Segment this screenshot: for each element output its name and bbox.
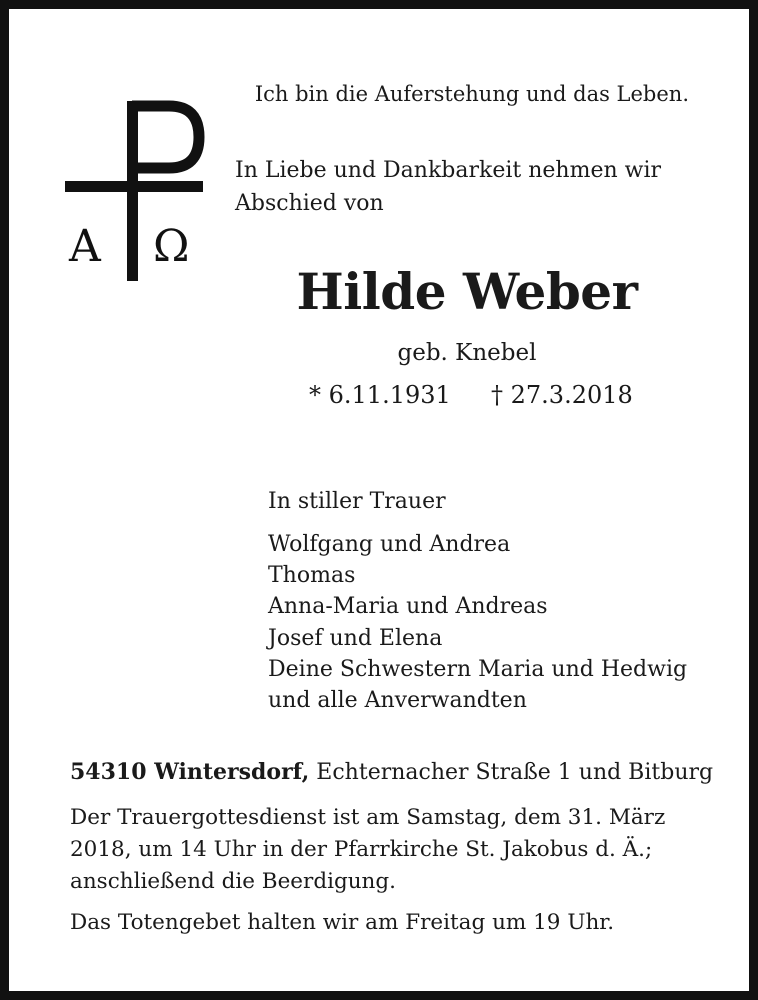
mourner-line: Thomas xyxy=(268,563,356,589)
mourner-list xyxy=(268,529,687,716)
death-date: † 27.3.2018 xyxy=(491,381,633,409)
address-place: 54310 Wintersdorf, xyxy=(70,759,310,785)
intro-text: In Liebe und Dankbarkeit nehmen wir Abschied von xyxy=(235,158,662,216)
mourner-line: Deine Schwestern Maria und Hedwig xyxy=(268,656,688,682)
deceased-name: Hilde Weber xyxy=(296,262,638,321)
address xyxy=(70,761,713,784)
mourner-line: Wolfgang und Andrea xyxy=(268,532,511,557)
birth-name: geb. Knebel xyxy=(397,340,537,366)
birth-date: * 6.11.1931 xyxy=(309,381,451,409)
alpha-letter: A xyxy=(69,221,101,272)
mourner-line: und alle Anverwandten xyxy=(268,688,527,714)
omega-letter: Ω xyxy=(153,221,190,272)
funeral-service-text: Der Trauergottesdienst ist am Samstag, dem 31. März 2018, um 14 Uhr in der Pfarrkirche St. Jakobus d. Ä.; anschließend die Beerdigung. xyxy=(70,805,666,894)
chi-rho-alpha-omega-icon xyxy=(61,97,211,287)
prayer-text: Das Totengebet halten wir am Freitag um 19 Uhr. xyxy=(70,910,615,935)
address-street: Echternacher Straße 1 und Bitburg xyxy=(316,760,714,785)
mourner-line: Anna-Maria und Andreas xyxy=(268,594,548,620)
mourning-heading: In stiller Trauer xyxy=(268,489,446,514)
mourner-line: Josef und Elena xyxy=(268,625,443,651)
motto: Ich bin die Auferstehung und das Leben. xyxy=(254,82,689,106)
